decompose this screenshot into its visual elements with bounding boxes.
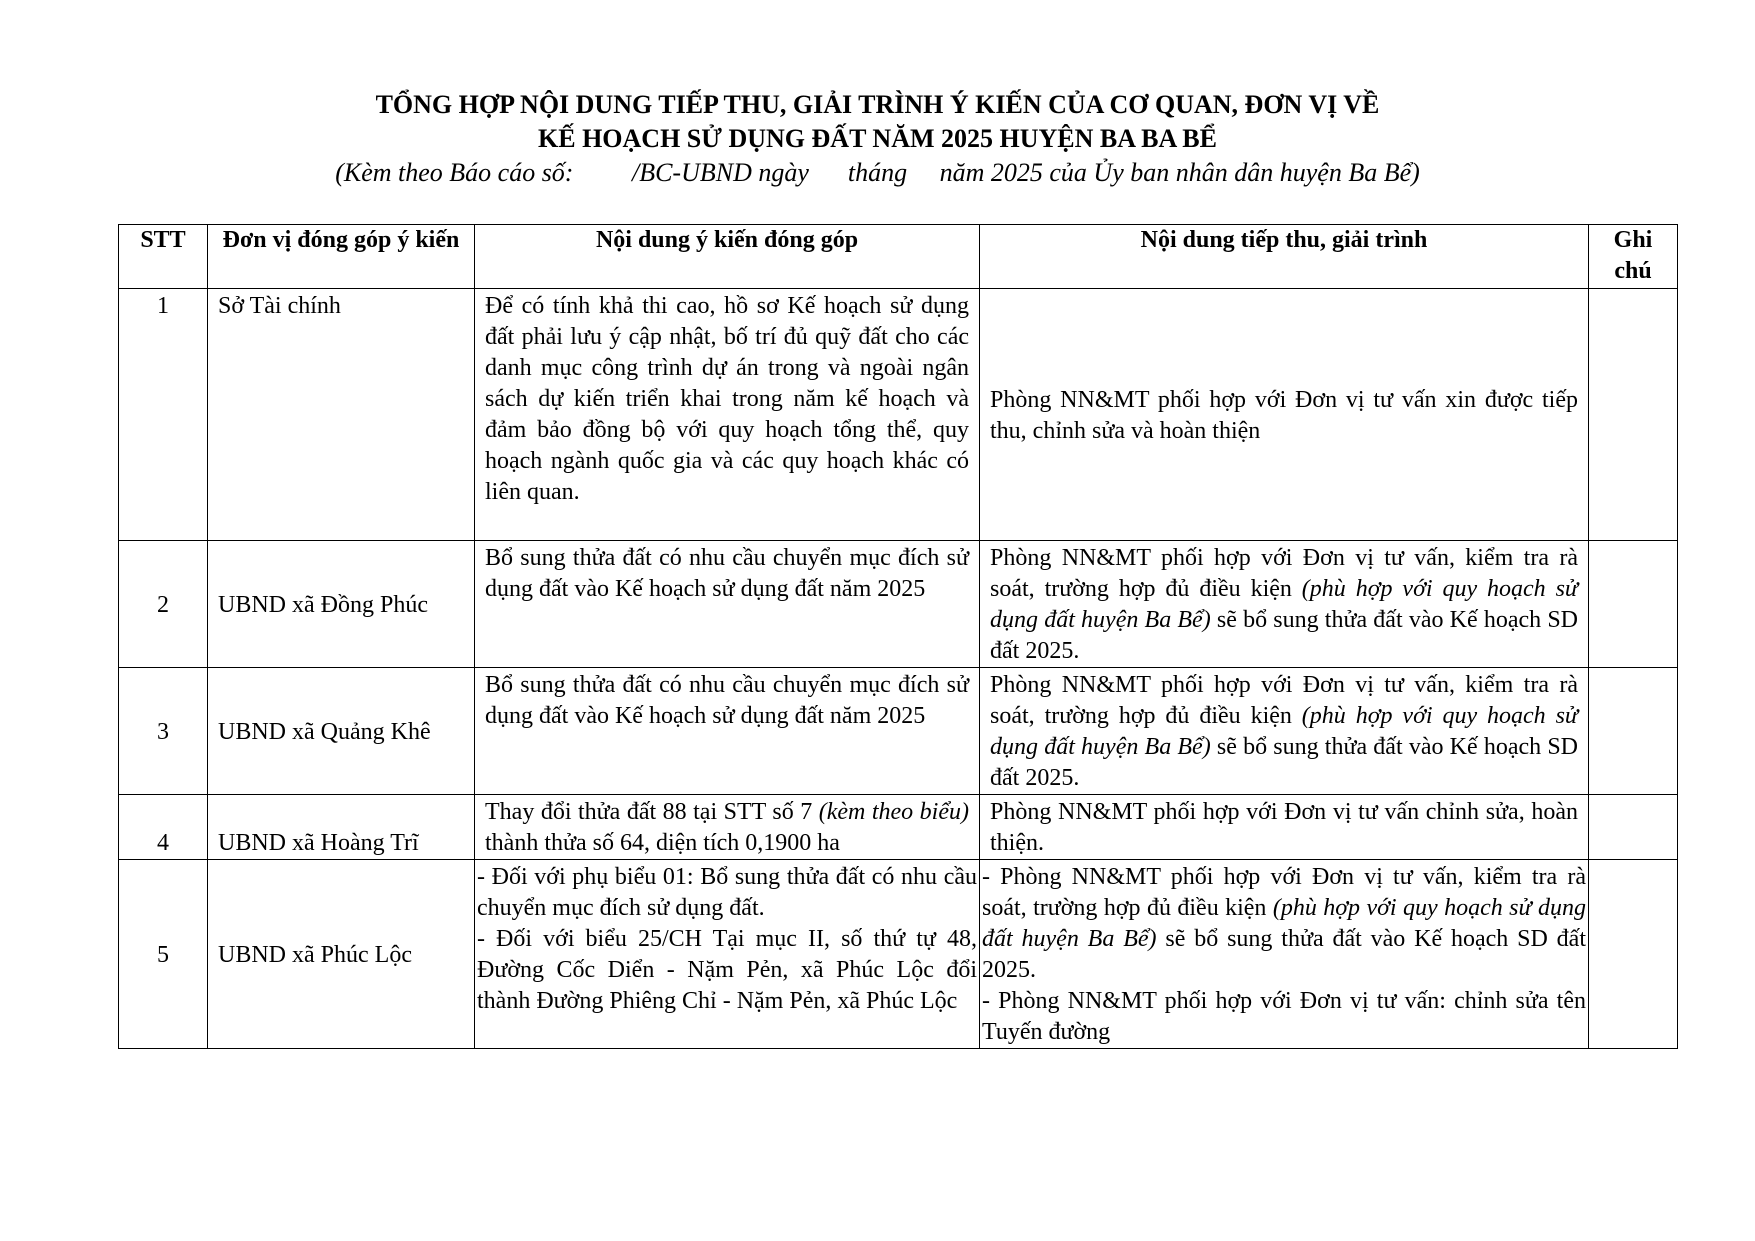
cell-stt: 5: [119, 860, 208, 1049]
cell-stt: 2: [119, 541, 208, 668]
cell-note: [1589, 795, 1678, 860]
header-note: Ghi chú: [1589, 225, 1678, 289]
cell-unit: UBND xã Phúc Lộc: [208, 860, 475, 1049]
reply-text: - Phòng NN&MT phối hợp với Đơn vị tư vấn, kiểm tra rà soát, trường hợp đủ điều kiện: [982, 864, 1586, 921]
reply-text-end: sẽ bổ sung thửa đất vào Kế hoạch SD đất 2025.: [982, 926, 1587, 983]
cell-comment: [475, 795, 980, 860]
cell-comment: Để có tính khả thi cao, hồ sơ Kế hoạch sử dụng đất phải lưu ý cập nhật, bố trí đủ quỹ đất cho các danh mục công trình dự án trong và ngoài ngân sách dự kiến triển khai trong năm kế hoạch và đảm bảo đồng bộ với quy hoạch tổng thể, quy hoạch ngành quốc gia và các quy hoạch khác có liên quan.: [475, 289, 980, 541]
cell-stt: 3: [119, 668, 208, 795]
header-reply: Nội dung tiếp thu, giải trình: [980, 225, 1589, 289]
cell-comment: Bổ sung thửa đất có nhu cầu chuyển mục đích sử dụng đất vào Kế hoạch sử dụng đất năm 2025: [475, 541, 980, 668]
reply-text: Phòng NN&MT phối hợp với Đơn vị tư vấn, kiểm tra rà soát, trường hợp đủ điều kiện: [990, 672, 1578, 729]
header-unit: Đơn vị đóng góp ý kiến: [208, 225, 475, 289]
table-row: [119, 795, 1678, 860]
table-row: [119, 668, 1678, 795]
table-header-row: [119, 225, 1678, 289]
document-title-line2: KẾ HOẠCH SỬ DỤNG ĐẤT NĂM 2025 HUYỆN BA BA BỂ: [538, 124, 1217, 153]
feedback-table: [118, 224, 1678, 1049]
comment-attachment-italic: (kèm theo biểu): [818, 799, 969, 825]
cell-reply: Phòng NN&MT phối hợp với Đơn vị tư vấn xin được tiếp thu, chỉnh sửa và hoàn thiện: [980, 289, 1589, 541]
cell-note: [1589, 668, 1678, 795]
comment-item-1: - Đối với phụ biểu 01: Bổ sung thửa đất có nhu cầu chuyển mục đích sử dụng đất.: [477, 864, 977, 921]
cell-unit: Sở Tài chính: [208, 289, 475, 541]
cell-unit: UBND xã Hoàng Trĩ: [208, 795, 475, 860]
reply-text: Phòng NN&MT phối hợp với Đơn vị tư vấn, kiểm tra rà soát, trường hợp đủ điều kiện: [990, 545, 1578, 602]
cell-stt: 4: [119, 795, 208, 860]
reply-text-end: sẽ bổ sung thửa đất vào Kế hoạch SD đất 2025.: [990, 607, 1579, 664]
cell-reply: [980, 668, 1589, 795]
cell-reply: [980, 541, 1589, 668]
cell-note: [1589, 860, 1678, 1049]
cell-unit: UBND xã Đồng Phúc: [208, 541, 475, 668]
comment-item-2: - Đối với biểu 25/CH Tại mục II, số thứ tự 48, Đường Cốc Diển - Nặm Pẻn, xã Phúc Lộc đổi thành Đường Phiêng Chỉ - Nặm Pẻn, xã Phúc Lộc: [477, 926, 977, 1014]
cell-comment: Bổ sung thửa đất có nhu cầu chuyển mục đích sử dụng đất vào Kế hoạch sử dụng đất năm 2025: [475, 668, 980, 795]
reply-condition-italic: (phù hợp với quy hoạch sử dụng đất huyện Ba Bể): [982, 895, 1586, 952]
cell-comment: [475, 860, 980, 1049]
reply-condition-italic: (phù hợp với quy hoạch sử dụng đất huyện Ba Bể): [990, 703, 1578, 760]
table-row: [119, 860, 1678, 1049]
cell-note: [1589, 541, 1678, 668]
cell-note: [1589, 289, 1678, 541]
reply-item-2: - Phòng NN&MT phối hợp với Đơn vị tư vấn: chỉnh sửa tên Tuyến đường: [982, 988, 1586, 1045]
cell-unit: UBND xã Quảng Khê: [208, 668, 475, 795]
header-stt: STT: [119, 225, 208, 289]
cell-reply: Phòng NN&MT phối hợp với Đơn vị tư vấn chỉnh sửa, hoàn thiện.: [980, 795, 1589, 860]
reply-item-1: [982, 862, 1586, 986]
header-comment: Nội dung ý kiến đóng góp: [475, 225, 980, 289]
table-row: [119, 541, 1678, 668]
cell-reply: [980, 860, 1589, 1049]
reply-text-end: sẽ bổ sung thửa đất vào Kế hoạch SD đất 2025.: [990, 734, 1579, 791]
document-subtitle: (Kèm theo Báo cáo số: /BC-UBND ngày tháng năm 2025 của Ủy ban nhân dân huyện Ba Bể): [335, 158, 1420, 187]
comment-text: Thay đổi thửa đất 88 tại STT số 7: [485, 799, 819, 825]
document-title-line1: TỔNG HỢP NỘI DUNG TIẾP THU, GIẢI TRÌNH Ý KIẾN CỦA CƠ QUAN, ĐƠN VỊ VỀ: [375, 90, 1380, 119]
table-row: [119, 289, 1678, 541]
reply-condition-italic: (phù hợp với quy hoạch sử dụng đất huyện Ba Bể): [990, 576, 1578, 633]
cell-stt: 1: [119, 289, 208, 541]
comment-text-end: thành thửa số 64, diện tích 0,1900 ha: [485, 830, 840, 856]
